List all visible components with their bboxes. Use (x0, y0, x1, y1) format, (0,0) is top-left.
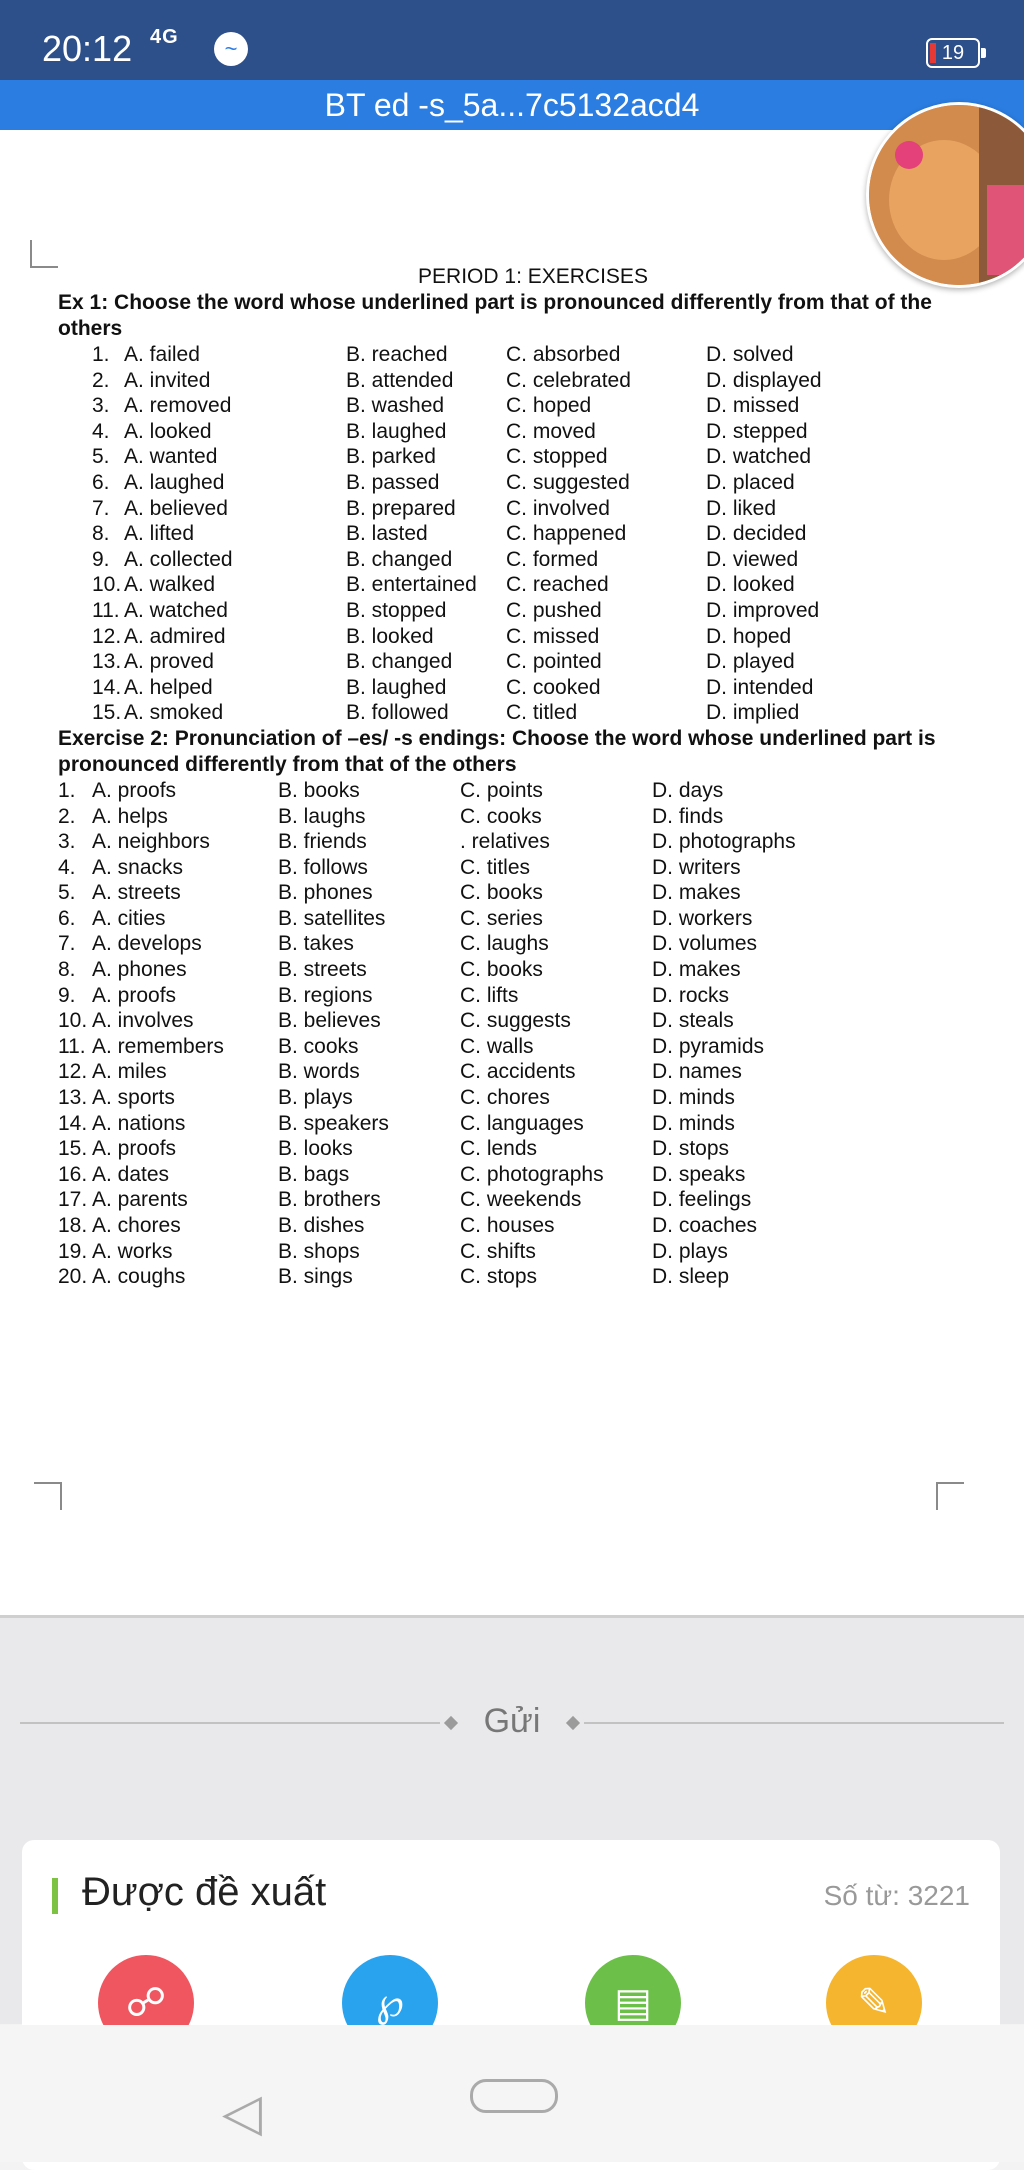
question-number: 10. (58, 1009, 88, 1033)
answer-option: B. bags (278, 1162, 350, 1186)
answer-option: D. rocks (652, 983, 730, 1007)
answer-option: B. looked (346, 624, 434, 648)
question-row (58, 1264, 978, 1290)
answer-option: B. washed (346, 394, 445, 418)
send-divider (20, 1702, 1004, 1742)
question-row (58, 700, 978, 726)
document-icon: ▤ (614, 1981, 652, 2025)
exercise-1-list (58, 342, 978, 726)
answer-option: A. helps (92, 804, 168, 828)
answer-option: B. shops (278, 1239, 360, 1263)
answer-option: B. looks (278, 1137, 353, 1161)
page-corner-mark (30, 240, 58, 268)
answer-option: B. sings (278, 1265, 353, 1289)
answer-option: D. hoped (706, 624, 792, 648)
answer-option: D. plays (652, 1239, 728, 1263)
answer-option: B. followed (346, 701, 449, 725)
back-icon[interactable]: ◁ (222, 2084, 262, 2142)
page-heading: PERIOD 1: EXERCISES (418, 265, 648, 288)
question-number: 5. (58, 881, 76, 905)
answer-option: D. stops (652, 1137, 730, 1161)
question-number: 3. (92, 394, 110, 418)
answer-option: A. neighbors (92, 830, 210, 854)
answer-option: C. pushed (506, 598, 602, 622)
answer-option: C. stopped (506, 445, 608, 469)
answer-option: C. celebrated (506, 368, 631, 392)
question-number: 7. (92, 496, 110, 520)
question-number: 13. (92, 650, 122, 674)
answer-option: D. speaks (652, 1162, 746, 1186)
exercise-2-list (58, 778, 978, 1290)
question-row (58, 804, 978, 830)
question-row (58, 931, 978, 957)
question-number: 11. (92, 598, 120, 622)
question-row (58, 906, 978, 932)
question-number: 6. (92, 470, 110, 494)
question-number: 15. (92, 701, 122, 725)
answer-option: C. stops (460, 1265, 538, 1289)
answer-option: C. reached (506, 573, 609, 597)
answer-option: A. works (92, 1239, 173, 1263)
answer-option: A. proofs (92, 983, 177, 1007)
answer-option: A. remembers (92, 1034, 224, 1058)
question-row (58, 368, 978, 394)
answer-option: D. names (652, 1060, 742, 1084)
translate-icon: ℘ (376, 1981, 404, 2025)
answer-option: C. missed (506, 624, 600, 648)
answer-option: B. regions (278, 983, 373, 1007)
question-row (58, 1162, 978, 1188)
status-time: 20:12 (42, 28, 133, 69)
question-row (58, 521, 978, 547)
share-icon: ☍ (125, 1981, 167, 2025)
answer-option: D. liked (706, 496, 777, 520)
answer-option: A. snacks (92, 855, 184, 879)
answer-option: D. makes (652, 958, 741, 982)
question-number: 17. (58, 1188, 88, 1212)
answer-option: B. satellites (278, 906, 386, 930)
question-number: 18. (58, 1214, 88, 1237)
answer-option: C. weekends (460, 1188, 582, 1212)
answer-option: C. suggests (460, 1009, 571, 1033)
answer-option: B. attended (346, 368, 454, 392)
answer-option: A. proved (124, 650, 214, 674)
answer-option: A. develops (92, 932, 202, 956)
answer-option: C. shifts (460, 1239, 536, 1263)
question-row (58, 829, 978, 855)
answer-option: A. dates (92, 1162, 170, 1186)
accent-bar (52, 1878, 58, 1914)
answer-option: D. viewed (706, 547, 799, 571)
question-row (58, 1111, 978, 1137)
answer-option: C. hoped (506, 394, 592, 418)
word-count: Số từ: 3221 (823, 1880, 970, 1911)
answer-option: B. changed (346, 547, 453, 571)
answer-option: D. finds (652, 804, 724, 828)
answer-option: B. takes (278, 932, 354, 956)
answer-option: A. sports (92, 1086, 175, 1110)
answer-option: B. dishes (278, 1214, 365, 1237)
question-row (58, 1213, 978, 1239)
answer-option: B. changed (346, 650, 453, 674)
answer-option: D. played (706, 650, 795, 674)
answer-option: C. lends (460, 1137, 538, 1161)
answer-option: D. writers (652, 855, 741, 879)
answer-option: B. friends (278, 830, 367, 854)
answer-option: A. failed (124, 343, 200, 366)
question-row (58, 470, 978, 496)
question-row (58, 1239, 978, 1265)
answer-option: A. watched (124, 598, 228, 622)
answer-option: A. coughs (92, 1265, 186, 1289)
answer-option: C. photographs (460, 1162, 604, 1186)
answer-option: D. feelings (652, 1188, 752, 1212)
answer-option: B. follows (278, 855, 368, 879)
home-icon[interactable] (470, 2079, 558, 2113)
question-number: 20. (58, 1265, 88, 1289)
answer-option: A. walked (124, 573, 216, 597)
answer-option: D. workers (652, 906, 753, 930)
question-number: 12. (92, 624, 122, 648)
answer-option: D. improved (706, 598, 820, 622)
answer-option: B. passed (346, 470, 440, 494)
answer-option: C. walls (460, 1034, 534, 1058)
question-number: 2. (58, 804, 76, 828)
answer-option: C. books (460, 958, 543, 982)
answer-option: D. solved (706, 343, 794, 366)
answer-option: C. formed (506, 547, 599, 571)
answer-option: D. placed (706, 470, 795, 494)
answer-option: B. laughed (346, 675, 447, 699)
messenger-icon: ~ (214, 32, 248, 66)
question-row (58, 649, 978, 675)
answer-option: B. cooks (278, 1034, 359, 1058)
network-indicator: 4G (150, 26, 179, 48)
question-number: 1. (58, 778, 76, 802)
recommended-title: Được đề xuất (82, 1870, 327, 1914)
answer-option: D. volumes (652, 932, 758, 956)
question-number: 15. (58, 1137, 88, 1161)
question-number: 5. (92, 445, 110, 469)
exercise-1-question: Ex 1: Choose the word whose underlined part is pronounced differently from that of the others (58, 291, 932, 340)
answer-option: D. steals (652, 1009, 734, 1033)
answer-option: D. watched (706, 445, 812, 469)
answer-option: C. languages (460, 1111, 584, 1135)
avatar-image (869, 105, 1024, 285)
answer-option: A. invited (124, 368, 211, 392)
question-row (58, 983, 978, 1009)
answer-option: D. missed (706, 394, 800, 418)
question-row (58, 675, 978, 701)
answer-option: C. series (460, 906, 543, 930)
question-row (58, 419, 978, 445)
answer-option: C. books (460, 881, 543, 905)
answer-option: D. implied (706, 701, 800, 725)
answer-option: A. helped (124, 675, 213, 699)
question-row (58, 598, 978, 624)
answer-option: B. speakers (278, 1111, 389, 1135)
question-number: 11. (58, 1034, 86, 1058)
title-bar (0, 80, 1024, 130)
answer-option: A. streets (92, 881, 181, 905)
answer-option: C. suggested (506, 470, 630, 494)
question-row (58, 1059, 978, 1085)
answer-option: A. admired (124, 624, 226, 648)
system-nav-bar (0, 2025, 1024, 2162)
answer-option: A. removed (124, 394, 232, 418)
answer-option: A. miles (92, 1060, 167, 1084)
answer-option: . relatives (460, 830, 550, 854)
question-number: 8. (58, 958, 76, 982)
answer-option: C. happened (506, 522, 627, 546)
answer-option: A. cities (92, 906, 166, 930)
answer-option: A. phones (92, 958, 187, 982)
answer-option: B. prepared (346, 496, 456, 520)
answer-option: C. lifts (460, 983, 519, 1007)
question-row (58, 1136, 978, 1162)
answer-option: C. houses (460, 1214, 555, 1237)
answer-option: C. titled (506, 701, 578, 725)
question-number: 8. (92, 522, 110, 546)
answer-option: D. stepped (706, 419, 808, 443)
send-button[interactable]: Gửi (483, 1702, 541, 1740)
answer-option: D. displayed (706, 368, 822, 392)
question-number: 16. (58, 1162, 88, 1186)
question-row (58, 957, 978, 983)
answer-option: D. pyramids (652, 1034, 765, 1058)
battery-icon (926, 38, 980, 68)
answer-option: C. laughs (460, 932, 549, 956)
answer-option: A. smoked (124, 701, 224, 725)
answer-option: B. books (278, 778, 360, 802)
answer-option: C. involved (506, 496, 610, 520)
answer-option: D. looked (706, 573, 795, 597)
answer-option: A. proofs (92, 1137, 177, 1161)
answer-option: B. believes (278, 1009, 381, 1033)
answer-option: A. lifted (124, 522, 195, 546)
question-number: 6. (58, 906, 76, 930)
answer-option: D. sleep (652, 1265, 730, 1289)
answer-option: C. chores (460, 1086, 550, 1110)
answer-option: A. parents (92, 1188, 188, 1212)
question-row (58, 496, 978, 522)
document-title: BT ed -s_5a...7c5132acd4 (324, 87, 700, 123)
answer-option: B. parked (346, 445, 436, 469)
answer-option: D. photographs (652, 830, 796, 854)
answer-option: C. absorbed (506, 343, 621, 366)
question-row (58, 880, 978, 906)
answer-option: C. pointed (506, 650, 602, 674)
page-corner-mark (936, 1482, 964, 1510)
answer-option: B. streets (278, 958, 367, 982)
answer-option: D. days (652, 778, 724, 802)
question-number: 10. (92, 573, 122, 597)
answer-option: A. laughed (124, 470, 225, 494)
tools-icon: ✎ (857, 1981, 891, 2025)
answer-option: A. wanted (124, 445, 218, 469)
answer-option: D. minds (652, 1086, 735, 1110)
question-row (58, 1085, 978, 1111)
question-number: 9. (92, 547, 110, 571)
answer-option: A. proofs (92, 778, 177, 802)
answer-option: B. reached (346, 343, 448, 366)
answer-option: C. points (460, 778, 543, 802)
answer-option: D. decided (706, 522, 807, 546)
question-row (58, 778, 978, 804)
question-number: 13. (58, 1086, 88, 1110)
answer-option: B. entertained (346, 573, 477, 597)
question-row (58, 1187, 978, 1213)
question-row (58, 547, 978, 573)
page-corner-mark (34, 1482, 62, 1510)
answer-option: A. chores (92, 1214, 181, 1237)
question-row (58, 1008, 978, 1034)
answer-option: A. collected (124, 547, 233, 571)
answer-option: A. believed (124, 496, 228, 520)
answer-option: B. stopped (346, 598, 447, 622)
question-row (58, 393, 978, 419)
question-row (58, 444, 978, 470)
answer-option: B. brothers (278, 1188, 381, 1212)
document-content (58, 264, 978, 1290)
question-number: 4. (92, 419, 110, 443)
answer-option: B. lasted (346, 522, 428, 546)
answer-option: B. phones (278, 881, 373, 905)
question-number: 3. (58, 830, 76, 854)
answer-option: C. moved (506, 419, 596, 443)
answer-option: A. involves (92, 1009, 194, 1033)
answer-option: C. titles (460, 855, 531, 879)
question-number: 7. (58, 932, 76, 956)
answer-option: C. cooks (460, 804, 542, 828)
answer-option: C. accidents (460, 1060, 576, 1084)
answer-option: A. looked (124, 419, 212, 443)
question-number: 12. (58, 1060, 88, 1084)
answer-option: B. laughs (278, 804, 366, 828)
answer-option: C. cooked (506, 675, 601, 699)
answer-option: B. plays (278, 1086, 353, 1110)
question-row (58, 1034, 978, 1060)
battery-level: 19 (941, 42, 965, 64)
answer-option: D. intended (706, 675, 814, 699)
question-number: 14. (92, 675, 122, 699)
question-row (58, 342, 978, 368)
question-number: 9. (58, 983, 76, 1007)
question-number: 14. (58, 1111, 88, 1135)
answer-option: D. makes (652, 881, 741, 905)
exercise-2-question: Exercise 2: Pronunciation of –es/ -s endings: Choose the word whose underlined part is pronounced differently from that of the others (58, 726, 936, 776)
answer-option: B. laughed (346, 419, 447, 443)
question-number: 4. (58, 855, 76, 879)
question-row (58, 855, 978, 881)
question-row (58, 572, 978, 598)
question-number: 1. (92, 343, 110, 366)
status-bar (0, 0, 1024, 80)
answer-option: B. words (278, 1060, 360, 1084)
question-number: 2. (92, 368, 110, 392)
answer-option: A. nations (92, 1111, 186, 1135)
answer-option: D. minds (652, 1111, 735, 1135)
question-row (58, 624, 978, 650)
question-number: 19. (58, 1239, 88, 1263)
answer-option: D. coaches (652, 1214, 758, 1237)
